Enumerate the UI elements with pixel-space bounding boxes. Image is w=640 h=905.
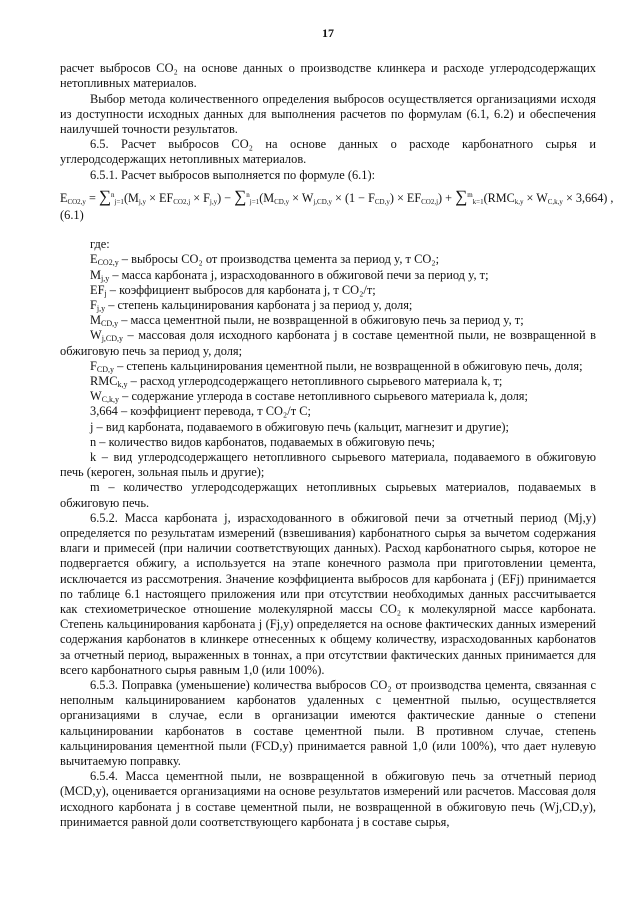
definition-item [60,298,596,313]
definition-item [60,359,596,374]
definition-item [60,450,596,480]
definition-item [60,268,596,283]
definition-symbol: m [90,480,100,495]
definition-text: – количество видов карбонатов, подаваемых в обжиговую печь; [96,434,435,449]
definition-symbol: EF [90,282,105,297]
definition-text: – вид карбоната, подаваемого в обжиговую печь (кальцит, магнезит и другие); [93,419,510,434]
page-number: 17 [322,26,334,40]
definition-text: – коэффициент выбросов для карбоната j, т CO₂/т; [106,282,376,297]
formula-6-1: $E_{CO2,y} = \sum^n_{j=1}(M_{j,y} \times EF_{CO2,j} \times F_{j,y}) - \sum^n_{j=1}(M_{CD,y} \times W_{j,CD,y} \times (1 - F_{CD,y}) \times EF_{CO2,j}) + \sum^m_{k=1}(RMC_{k,y} \times W_{C,k,y} \times 3,664)$ , [60,186,614,206]
body-paragraphs [60,511,596,830]
definition-symbol: E [90,252,98,267]
definition-item [60,283,596,298]
definition-item [60,328,596,358]
definition-item [60,435,596,450]
paragraph-6-5: 6.5. Расчет выбросов CO₂ на основе данных о расходе карбонатного сырья и углеродсодержащих нетопливных материалов. [60,137,596,167]
where-label: где: [90,237,110,252]
definition-text: – вид углеродсодержащего нетопливного сырьевого материала, подаваемого в обжиговую печь (кероген, зольная пыль и другие); [60,449,596,480]
definition-symbol: RMC [90,373,118,388]
definition-text: – количество углеродсодержащих нетопливных сырьевых материалов, подаваемых в обжиговую печь. [60,480,596,510]
definition-symbol: n [90,434,97,449]
definition-subscript: CD,y [101,319,119,329]
definition-symbol: M [90,313,102,328]
paragraph-method-choice: Выбор метода количественного определения выбросов осуществляется организациями исходя из доступности исходных данных для выполнения расчетов по формулам (6.1, 6.2) и обеспечения наилучшей точности результатов. [60,91,596,137]
definition-symbol: W [90,328,102,343]
definition-text: – масса карбоната j, израсходованного в обжиговой печи за период y, т; [109,267,489,282]
body-paragraph: 6.5.4. Масса цементной пыли, не возвращенной в обжиговую печь за отчетный период (MCD,y), оценивается организациями на основе результатов измерений или расчетов. Массовая доля исходного карбоната j в составе цементной пыли, не возвращенной в обжиговую печь (Wj,CD,y), принимается равной доли соответствующего карбоната j в составе сырья, [60,769,596,829]
definition-subscript: j,y [101,273,110,283]
definition-symbol: M [90,267,102,282]
definition-symbol: F [90,358,97,373]
definition-subscript: C,k,y [101,395,120,405]
definition-text: – степень кальцинирования карбоната j за период y, доля; [105,297,413,312]
paragraph-intro: расчет выбросов CO₂ на основе данных о производстве клинкера и расходе углеродсодержащих нетопливных материалов. [60,61,596,91]
definition-text: – масса цементной пыли, не возвращенной в обжиговую печь за период y, т; [118,313,524,328]
definition-subscript: CO2,y [97,258,119,268]
formula-number: (6.1) [60,207,84,222]
definition-subscript: k,y [117,379,128,389]
definition-subscript: CD,y [96,364,115,374]
definition-symbol: F [90,297,97,312]
definition-subscript: j,y [96,303,106,313]
definition-item [60,480,596,510]
definition-item [60,313,596,328]
body-paragraph: 6.5.2. Масса карбоната j, израсходованного в обжиговой печи за отчетный период (Mj,y) определяется по результатам измерений (взвешивания) карбонатного сырья за вычетом содержания влаги и примесей (при наличии соответствующих данных). Расход карбонатного сырья, которое не подвергается обжигу, а используется на этапе конечного размола при приготовлении цемента, исключается из рассмотрения. Значение коэффициента выбросов для карбоната j (EFj) принимается по таблице 6.1 настоящего приложения или при отсутствии необходимых данных рассчитывается как стехиометрическое отношение молекулярной массы CO₂ к молекулярной массе карбоната. Степень кальцинирования карбоната j (Fj,y) определяется на основе фактических данных измерений содержания карбонатов в клинкере отнесенных к общему количеству, израсходованных карбонатов за отчетный период, выраженных в тоннах, а при отсутствии фактических данных принимается для всего карбонатного сырья равным 1,0 (или 100%). [60,510,596,677]
document-page [60,26,614,830]
definition-item [60,420,596,435]
body-paragraph: 6.5.3. Поправка (уменьшение) количества выбросов CO₂ от производства цемента, связанная с неполным кальцинированием карбонатов удаленных с цементной пылью, осуществляется организациями в случае, если в организации имеются фактические данные о степени кальцинировании карбонатов в составе цементной пыли. В противном случае, степень кальцинирования цементной пыли (FCD,y) принимается равной 1,0 (или 100%), что дает нулевую вычитаемую поправку. [60,677,596,768]
definition-subscript: j [104,288,107,298]
definition-symbol: j [90,419,94,434]
definition-symbol: k [90,449,97,464]
definition-text: – степень кальцинирования цементной пыли, не возвращенной в обжиговую печь, доля; [114,358,583,373]
definition-symbol: 3,664 [90,404,118,419]
definition-item [60,389,596,404]
definition-item [60,404,596,419]
definition-item [60,252,596,267]
definition-text: – содержание углерода в составе нетопливного сырьевого материала k, доля; [119,389,528,404]
definition-text: – выбросы CO₂ от производства цемента за период y, т CO₂; [118,252,440,267]
definition-item [60,374,596,389]
definition-text: – коэффициент перевода, т CO₂/т C; [117,404,311,419]
definition-text: – расход углеродсодержащего нетопливного сырьевого материала k, т; [127,373,503,388]
definition-text: – массовая доля исходного карбоната j в составе цементной пыли, не возвращенной в обжиговую печь за период y, доля; [60,328,596,358]
paragraph-6-5-1: 6.5.1. Расчет выбросов выполняется по формуле (6.1): [90,167,376,182]
definition-subscript: j,CD,y [101,334,124,344]
definitions-list [60,252,596,510]
definition-symbol: W [90,389,102,404]
